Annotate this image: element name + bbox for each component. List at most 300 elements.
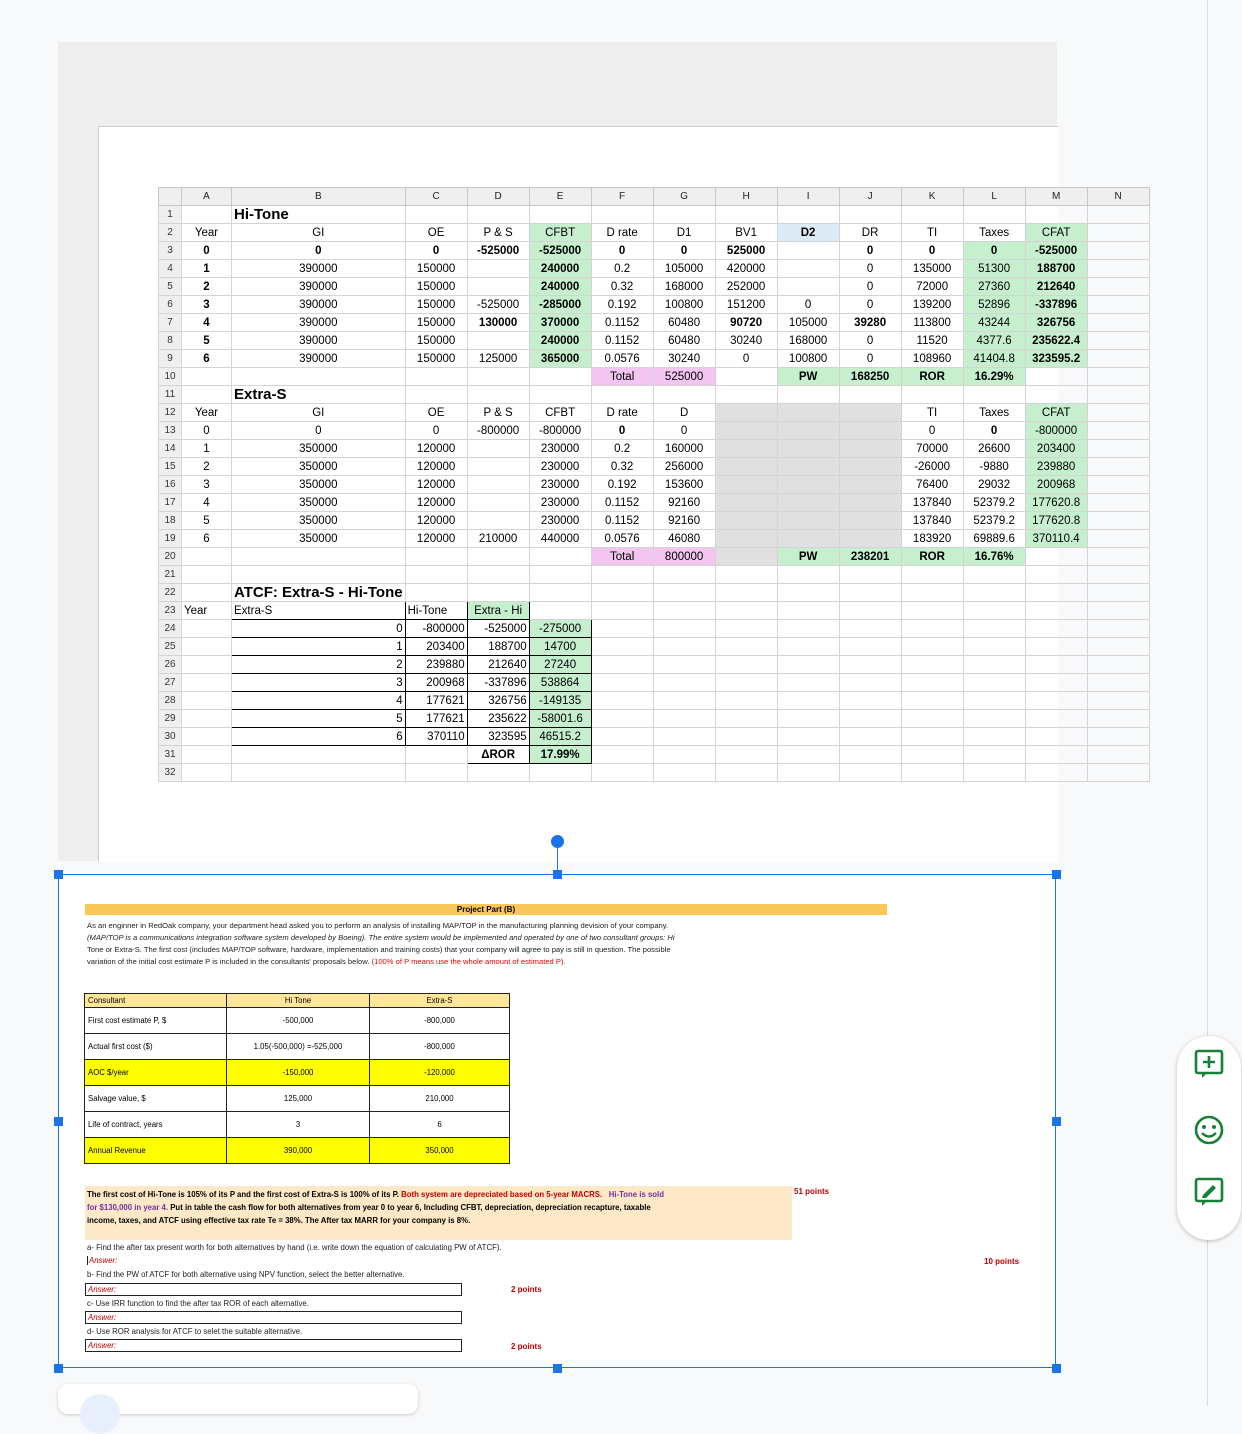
cell bbox=[839, 602, 901, 620]
consultant-value: 210,000 bbox=[370, 1086, 510, 1112]
cell bbox=[839, 656, 901, 674]
row-header: 22 bbox=[159, 584, 182, 602]
hitone-cell bbox=[777, 278, 839, 296]
hitone-cell: -525000 bbox=[1025, 242, 1087, 260]
hitone-cell: 125000 bbox=[467, 350, 529, 368]
hitone-cell: 390000 bbox=[232, 278, 406, 296]
consultant-label: First cost estimate P, $ bbox=[85, 1008, 227, 1034]
hitone-cell: 0.1152 bbox=[591, 332, 653, 350]
extras-cell: 52379.2 bbox=[963, 512, 1025, 530]
cell bbox=[1087, 764, 1149, 782]
cell bbox=[963, 764, 1025, 782]
hitone-cell: -525000 bbox=[529, 242, 591, 260]
hitone-cell: 30240 bbox=[653, 350, 715, 368]
hitone-cell bbox=[467, 260, 529, 278]
cell bbox=[963, 386, 1025, 404]
cell bbox=[715, 602, 777, 620]
row-header: 8 bbox=[159, 332, 182, 350]
cell bbox=[715, 638, 777, 656]
extras-header: Taxes bbox=[963, 404, 1025, 422]
cell bbox=[591, 566, 653, 584]
cell bbox=[653, 566, 715, 584]
extras-ror-value: 16.76% bbox=[963, 548, 1025, 566]
cell bbox=[963, 602, 1025, 620]
cell bbox=[963, 692, 1025, 710]
extras-cell: 350000 bbox=[232, 458, 406, 476]
points-2b: 2 points bbox=[511, 1342, 542, 1351]
cell bbox=[1087, 242, 1149, 260]
atcf-cell: 370110 bbox=[405, 728, 467, 746]
cell bbox=[1025, 620, 1087, 638]
hitone-cell: 151200 bbox=[715, 296, 777, 314]
resize-handle-top[interactable] bbox=[553, 870, 562, 879]
cell bbox=[1087, 674, 1149, 692]
consultant-value: -800,000 bbox=[370, 1034, 510, 1060]
column-header: F bbox=[591, 188, 653, 206]
extras-header: CFAT bbox=[1025, 404, 1087, 422]
cell bbox=[839, 386, 901, 404]
consultant-value: 350,000 bbox=[370, 1138, 510, 1164]
cell bbox=[715, 368, 777, 386]
side-action-panel bbox=[1177, 1036, 1241, 1240]
cell bbox=[777, 386, 839, 404]
row-header: 17 bbox=[159, 494, 182, 512]
extras-cell: 0 bbox=[901, 422, 963, 440]
extras-cell: 230000 bbox=[529, 494, 591, 512]
intro-line-3: Tone or Extra-S. The first cost (includes MAP/TOP software, hardware, implementation and training costs) that your company will agree to pay is still in question. The possible bbox=[87, 945, 671, 954]
hitone-cell: 39280 bbox=[839, 314, 901, 332]
extras-cell: 0.1152 bbox=[591, 494, 653, 512]
empty-cell bbox=[839, 530, 901, 548]
cell bbox=[1025, 710, 1087, 728]
hitone-cell: 323595.2 bbox=[1025, 350, 1087, 368]
cell bbox=[1087, 656, 1149, 674]
hitone-cell: 2 bbox=[182, 278, 232, 296]
hitone-cell: 0 bbox=[591, 242, 653, 260]
hitone-header: P & S bbox=[467, 224, 529, 242]
atcf-cell: -525000 bbox=[467, 620, 529, 638]
atcf-year: 6 bbox=[232, 728, 406, 746]
column-header: H bbox=[715, 188, 777, 206]
hitone-cell: 139200 bbox=[901, 296, 963, 314]
cell bbox=[901, 566, 963, 584]
row-header: 15 bbox=[159, 458, 182, 476]
hitone-header: D2 bbox=[777, 224, 839, 242]
hitone-cell: 326756 bbox=[1025, 314, 1087, 332]
cell bbox=[901, 602, 963, 620]
hitone-cell bbox=[777, 260, 839, 278]
atcf-cell: 239880 bbox=[405, 656, 467, 674]
extras-cell: 69889.6 bbox=[963, 530, 1025, 548]
row-header: 12 bbox=[159, 404, 182, 422]
empty-cell bbox=[715, 494, 777, 512]
cell bbox=[182, 620, 232, 638]
emoji-icon[interactable] bbox=[1193, 1114, 1225, 1146]
extras-cell bbox=[467, 512, 529, 530]
cell bbox=[777, 638, 839, 656]
empty-cell bbox=[715, 440, 777, 458]
cell bbox=[901, 620, 963, 638]
extras-cell: 2 bbox=[182, 458, 232, 476]
hitone-cell: 525000 bbox=[715, 242, 777, 260]
hitone-cell: 150000 bbox=[405, 350, 467, 368]
column-header: C bbox=[405, 188, 467, 206]
cell bbox=[653, 692, 715, 710]
empty-cell bbox=[715, 476, 777, 494]
hitone-cell: 30240 bbox=[715, 332, 777, 350]
cell bbox=[467, 566, 529, 584]
hitone-total-value: 525000 bbox=[653, 368, 715, 386]
cell bbox=[777, 674, 839, 692]
cell bbox=[839, 638, 901, 656]
suggest-edit-icon[interactable] bbox=[1193, 1176, 1225, 1208]
hitone-cell: 150000 bbox=[405, 260, 467, 278]
hitone-cell: 0.2 bbox=[591, 260, 653, 278]
cell bbox=[467, 206, 529, 224]
hitone-cell: 0 bbox=[839, 260, 901, 278]
row-header: 13 bbox=[159, 422, 182, 440]
cell bbox=[591, 602, 653, 620]
consultant-value: 3 bbox=[227, 1112, 370, 1138]
extras-cell: 177620.8 bbox=[1025, 512, 1087, 530]
add-comment-icon[interactable] bbox=[1193, 1048, 1225, 1080]
hitone-cell: 0 bbox=[777, 296, 839, 314]
answer-b: Answer: bbox=[85, 1283, 462, 1296]
extras-total-value: 800000 bbox=[653, 548, 715, 566]
row-header: 16 bbox=[159, 476, 182, 494]
extras-cell: 137840 bbox=[901, 494, 963, 512]
extras-header: OE bbox=[405, 404, 467, 422]
empty-cell bbox=[777, 512, 839, 530]
resize-handle-top-left[interactable] bbox=[54, 870, 63, 879]
hitone-cell: 3 bbox=[182, 296, 232, 314]
cell bbox=[1087, 350, 1149, 368]
extras-cell: 0.0576 bbox=[591, 530, 653, 548]
extras-header: TI bbox=[901, 404, 963, 422]
cell bbox=[715, 692, 777, 710]
hitone-cell: 51300 bbox=[963, 260, 1025, 278]
hitone-cell: 0 bbox=[182, 242, 232, 260]
cell bbox=[1087, 224, 1149, 242]
empty-cell bbox=[777, 530, 839, 548]
extras-cell: 350000 bbox=[232, 512, 406, 530]
extras-cell: 1 bbox=[182, 440, 232, 458]
atcf-cell: 203400 bbox=[405, 638, 467, 656]
atcf-header: Extra-S bbox=[232, 602, 406, 620]
atcf-year: 3 bbox=[232, 674, 406, 692]
extras-cell: 120000 bbox=[405, 530, 467, 548]
cell bbox=[963, 746, 1025, 764]
extras-cell: 203400 bbox=[1025, 440, 1087, 458]
extras-cell: 153600 bbox=[653, 476, 715, 494]
question-b: b- Find the PW of ATCF for both alternative using NPV function, select the better alternative. bbox=[87, 1270, 405, 1279]
consultant-label: Annual Revenue bbox=[85, 1138, 227, 1164]
resize-handle-bottom-right[interactable] bbox=[1052, 1364, 1061, 1373]
cell bbox=[901, 764, 963, 782]
cell bbox=[777, 692, 839, 710]
resize-handle-right[interactable] bbox=[1052, 1117, 1061, 1126]
intro-paragraph bbox=[87, 920, 887, 968]
cell bbox=[715, 206, 777, 224]
cell bbox=[1087, 368, 1149, 386]
cell bbox=[182, 584, 232, 602]
extras-cell bbox=[467, 494, 529, 512]
hitone-header: TI bbox=[901, 224, 963, 242]
column-header: N bbox=[1087, 188, 1149, 206]
question-c: c- Use IRR function to find the after tax ROR of each alternative. bbox=[87, 1299, 309, 1308]
cell bbox=[1025, 566, 1087, 584]
hitone-cell: 240000 bbox=[529, 332, 591, 350]
cell bbox=[182, 386, 232, 404]
select-all-corner bbox=[159, 188, 182, 206]
hitone-cell: 130000 bbox=[467, 314, 529, 332]
cell bbox=[1087, 512, 1149, 530]
hitone-cell: 370000 bbox=[529, 314, 591, 332]
cell bbox=[901, 584, 963, 602]
cell bbox=[901, 746, 963, 764]
cell bbox=[1087, 278, 1149, 296]
cell bbox=[591, 386, 653, 404]
row-header: 9 bbox=[159, 350, 182, 368]
cell bbox=[182, 746, 232, 764]
extras-cell: 0 bbox=[963, 422, 1025, 440]
atcf-year: 2 bbox=[232, 656, 406, 674]
cell bbox=[963, 656, 1025, 674]
consultant-value: -120,000 bbox=[370, 1060, 510, 1086]
cell bbox=[653, 206, 715, 224]
consultant-header: Extra-S bbox=[370, 994, 510, 1008]
empty-cell bbox=[715, 422, 777, 440]
cell bbox=[839, 620, 901, 638]
row-header: 23 bbox=[159, 602, 182, 620]
empty-cell bbox=[715, 512, 777, 530]
extras-cell: 6 bbox=[182, 530, 232, 548]
hitone-cell: 0 bbox=[963, 242, 1025, 260]
row-header: 11 bbox=[159, 386, 182, 404]
cell bbox=[182, 548, 232, 566]
hitone-cell: 100800 bbox=[777, 350, 839, 368]
hitone-cell: 150000 bbox=[405, 332, 467, 350]
task-text-d: income, taxes, and ATCF using effective tax rate Te = 38%. The After tax MARR for your company is 8%. bbox=[87, 1216, 471, 1225]
cell bbox=[839, 728, 901, 746]
cell bbox=[777, 728, 839, 746]
points-2a: 2 points bbox=[511, 1285, 542, 1294]
atcf-diff: -58001.6 bbox=[529, 710, 591, 728]
hitone-cell: 168000 bbox=[653, 278, 715, 296]
cell bbox=[777, 710, 839, 728]
cell bbox=[1087, 440, 1149, 458]
hitone-header: Year bbox=[182, 224, 232, 242]
consultant-label: Life of contract, years bbox=[85, 1112, 227, 1138]
column-header: A bbox=[182, 188, 232, 206]
cell bbox=[1087, 260, 1149, 278]
hitone-cell: 150000 bbox=[405, 314, 467, 332]
cell bbox=[467, 368, 529, 386]
cell bbox=[1087, 404, 1149, 422]
cell bbox=[405, 566, 467, 584]
atcf-diff: 27240 bbox=[529, 656, 591, 674]
atcf-cell: 323595 bbox=[467, 728, 529, 746]
hitone-header: Taxes bbox=[963, 224, 1025, 242]
hitone-cell: 240000 bbox=[529, 260, 591, 278]
row-header: 5 bbox=[159, 278, 182, 296]
cell bbox=[1025, 656, 1087, 674]
atcf-year: 5 bbox=[232, 710, 406, 728]
rotate-handle[interactable] bbox=[551, 835, 564, 848]
extras-cell bbox=[467, 458, 529, 476]
empty-cell bbox=[839, 440, 901, 458]
column-header: B bbox=[232, 188, 406, 206]
cell bbox=[715, 566, 777, 584]
task-description bbox=[85, 1186, 792, 1240]
empty-cell bbox=[715, 404, 777, 422]
extras-cell: 350000 bbox=[232, 494, 406, 512]
task-text-purple: Hi-Tone is sold bbox=[608, 1190, 664, 1199]
empty-cell bbox=[715, 530, 777, 548]
extras-cell: 230000 bbox=[529, 512, 591, 530]
hitone-cell: 390000 bbox=[232, 332, 406, 350]
extras-cell: 0 bbox=[182, 422, 232, 440]
consultant-value: -500,000 bbox=[227, 1008, 370, 1034]
resize-handle-left[interactable] bbox=[54, 1117, 63, 1126]
hitone-cell: 60480 bbox=[653, 314, 715, 332]
cell bbox=[1087, 458, 1149, 476]
hitone-cell: 11520 bbox=[901, 332, 963, 350]
extras-cell: 350000 bbox=[232, 440, 406, 458]
cell bbox=[529, 602, 591, 620]
extras-cell: 160000 bbox=[653, 440, 715, 458]
hitone-header: D rate bbox=[591, 224, 653, 242]
cell bbox=[777, 746, 839, 764]
cell bbox=[182, 764, 232, 782]
extras-cell: -800000 bbox=[1025, 422, 1087, 440]
cell bbox=[1025, 386, 1087, 404]
cell bbox=[715, 764, 777, 782]
atcf-year: 1 bbox=[232, 638, 406, 656]
cell bbox=[405, 584, 467, 602]
cell bbox=[591, 710, 653, 728]
empty-cell bbox=[839, 458, 901, 476]
hitone-cell: 390000 bbox=[232, 296, 406, 314]
cell bbox=[1087, 314, 1149, 332]
cell bbox=[653, 674, 715, 692]
extras-pw-label: PW bbox=[777, 548, 839, 566]
extras-ror-label: ROR bbox=[901, 548, 963, 566]
empty-cell bbox=[839, 494, 901, 512]
extras-cell: 4 bbox=[182, 494, 232, 512]
extras-cell: 200968 bbox=[1025, 476, 1087, 494]
empty-cell bbox=[777, 494, 839, 512]
consultant-value: -150,000 bbox=[227, 1060, 370, 1086]
cell bbox=[232, 764, 406, 782]
atcf-title: ATCF: Extra-S - Hi-Tone bbox=[232, 584, 406, 602]
hitone-cell: 105000 bbox=[777, 314, 839, 332]
hitone-cell: 52896 bbox=[963, 296, 1025, 314]
atcf-diff: -275000 bbox=[529, 620, 591, 638]
cell bbox=[405, 368, 467, 386]
cell bbox=[777, 656, 839, 674]
task-text-b: for $130,000 in year 4. bbox=[87, 1203, 169, 1212]
answer-d: Answer: bbox=[85, 1339, 462, 1352]
hitone-cell: 100800 bbox=[653, 296, 715, 314]
cell bbox=[529, 386, 591, 404]
extras-cell: 0.2 bbox=[591, 440, 653, 458]
intro-line-1: As an enginner in RedOak company, your department head asked you to perform an analysis of installing MAP/TOP in the manufacturing planning devision of your company. bbox=[87, 921, 669, 930]
resize-handle-bottom[interactable] bbox=[553, 1364, 562, 1373]
cell bbox=[1087, 692, 1149, 710]
cell bbox=[1087, 584, 1149, 602]
extras-cell: 76400 bbox=[901, 476, 963, 494]
extras-cell: 120000 bbox=[405, 494, 467, 512]
empty-cell bbox=[715, 548, 777, 566]
hitone-cell: 168000 bbox=[777, 332, 839, 350]
cell bbox=[591, 674, 653, 692]
empty-cell bbox=[777, 404, 839, 422]
row-header: 18 bbox=[159, 512, 182, 530]
row-header: 21 bbox=[159, 566, 182, 584]
extras-cell: 0 bbox=[591, 422, 653, 440]
cell bbox=[839, 692, 901, 710]
hitone-cell: 420000 bbox=[715, 260, 777, 278]
hitone-cell: 240000 bbox=[529, 278, 591, 296]
row-header: 24 bbox=[159, 620, 182, 638]
cell bbox=[1087, 638, 1149, 656]
resize-handle-top-right[interactable] bbox=[1052, 870, 1061, 879]
cell bbox=[653, 728, 715, 746]
extras-cell: 92160 bbox=[653, 512, 715, 530]
cell bbox=[1087, 566, 1149, 584]
hitone-title: Hi-Tone bbox=[232, 206, 406, 224]
extras-cell bbox=[467, 476, 529, 494]
cell bbox=[1087, 476, 1149, 494]
cell bbox=[232, 746, 406, 764]
extras-cell: 52379.2 bbox=[963, 494, 1025, 512]
cell bbox=[529, 566, 591, 584]
extras-cell: 230000 bbox=[529, 440, 591, 458]
cell bbox=[182, 710, 232, 728]
cell bbox=[1087, 710, 1149, 728]
atcf-cell: 177621 bbox=[405, 710, 467, 728]
extras-cell bbox=[467, 440, 529, 458]
cell bbox=[901, 728, 963, 746]
cell bbox=[963, 584, 1025, 602]
hitone-cell: -525000 bbox=[467, 296, 529, 314]
row-header: 7 bbox=[159, 314, 182, 332]
hitone-cell: 0 bbox=[839, 350, 901, 368]
cell bbox=[715, 584, 777, 602]
hitone-pw-label: PW bbox=[777, 368, 839, 386]
cell bbox=[591, 746, 653, 764]
extras-cell: 29032 bbox=[963, 476, 1025, 494]
column-header: G bbox=[653, 188, 715, 206]
consultant-value: 125,000 bbox=[227, 1086, 370, 1112]
cell bbox=[1025, 674, 1087, 692]
atcf-cell: 235622 bbox=[467, 710, 529, 728]
empty-cell bbox=[777, 458, 839, 476]
empty-cell bbox=[777, 440, 839, 458]
project-banner: Project Part (B) bbox=[85, 904, 887, 915]
document-canvas-top bbox=[58, 42, 1057, 126]
cell bbox=[653, 764, 715, 782]
row-header: 30 bbox=[159, 728, 182, 746]
cell bbox=[777, 206, 839, 224]
consultant-label: AOC $/year bbox=[85, 1060, 227, 1086]
cell bbox=[715, 656, 777, 674]
atcf-cell: 188700 bbox=[467, 638, 529, 656]
consultant-value: 1.05(-500,000) =-525,000 bbox=[227, 1034, 370, 1060]
hitone-cell: 0 bbox=[839, 242, 901, 260]
resize-handle-bottom-left[interactable] bbox=[54, 1364, 63, 1373]
